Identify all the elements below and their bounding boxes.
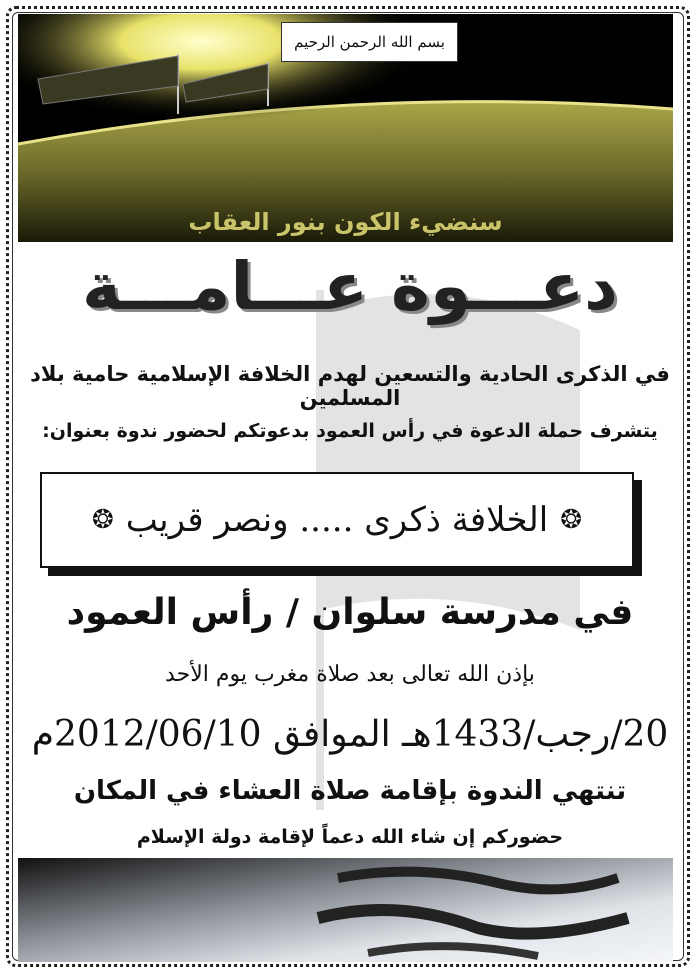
topic-box — [40, 472, 634, 568]
basmala-label: بسم الله الرحمن الرحيم — [281, 22, 458, 62]
waving-flag-graphic — [18, 858, 673, 962]
venue-line: في مدرسة سلوان / رأس العمود — [66, 592, 634, 633]
bottom-banner-image — [18, 858, 673, 962]
invitation-line: يتشرف حملة الدعوة في رأس العمود بدعوتكم لحضور ندوة بعنوان: — [42, 420, 658, 442]
page-title: دعـــوة عـــامـــة — [81, 248, 619, 325]
ornament-icon: ❂ — [560, 505, 583, 535]
ornament-icon: ❂ — [91, 505, 114, 535]
time-line: بإذن الله تعالى بعد صلاة مغرب يوم الأحد — [165, 662, 535, 687]
closing-line: حضوركم إن شاء الله دعماً لإقامة دولة الإسلام — [136, 826, 564, 848]
occasion-line: في الذكرى الحادية والتسعين لهدم الخلافة الإسلامية حامية بلاد المسلمين — [30, 362, 670, 410]
date-line: 20/رجب/1433هـ الموافق 2012/06/10م — [31, 714, 669, 755]
top-banner-image — [18, 14, 673, 242]
topic-title: الخلافة ذكرى ..... ونصر قريب — [125, 500, 549, 540]
end-line: تنتهي الندوة بإقامة صلاة العشاء في المكان — [73, 776, 627, 806]
banner-slogan: سنضيء الكون بنور العقاب — [188, 208, 503, 236]
